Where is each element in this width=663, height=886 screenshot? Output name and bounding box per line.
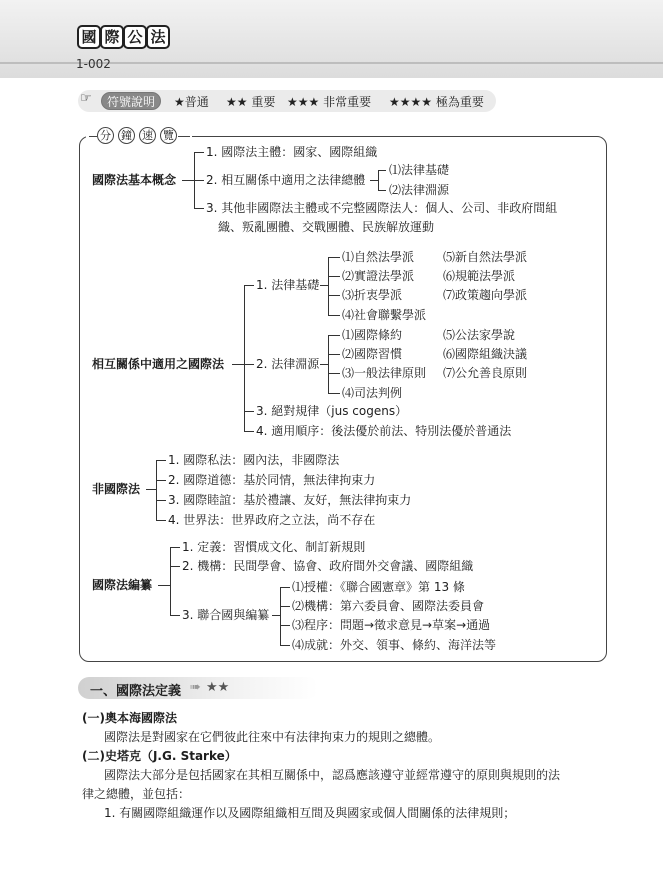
basis-school: ⑸新自然法學派 [443,250,528,264]
tree-connector [328,276,340,277]
definition-heading-1: (一)奧本海國際法 [82,711,177,725]
legend-label: 符號說明 [101,92,161,110]
legend-item-extremely-important: ★★★★ 極為重要 [389,95,484,109]
summary-title-char: 分 [97,127,114,144]
tree-connector [280,606,290,607]
tree-connector [170,547,180,548]
basis-school: ⑶折衷學派 [342,288,403,302]
basis-school: ⑴自然法學派 [342,250,415,264]
tree-connector [194,180,204,181]
source-item: ⑶一般法律原則 [342,366,427,380]
summary-title-char: 速 [139,127,156,144]
tree-connector [280,587,290,588]
definition-heading-2: (二)史塔克（J.G. Starke） [82,749,237,763]
tree-connector [328,393,340,394]
applied-item-3: 3. 絕對規律（jus cogens） [256,404,408,418]
book-title-char: 法 [146,25,170,49]
source-item: ⑺公允善良原則 [443,366,528,380]
book-title-char: 際 [100,25,124,49]
codify-item-2: 2. 機構：民間學會、協會、政府間外交會議、國際組織 [182,559,474,573]
summary-title-char: 鐘 [118,127,135,144]
codify-item-3: 3. 聯合國與編纂 [182,608,270,622]
title-dash [178,136,190,137]
applied-label: 相互關係中適用之國際法 [92,357,225,371]
source-item: ⑴國際條約 [342,328,403,342]
tree-connector [156,520,166,521]
tree-connector [194,152,204,153]
codify-un-item: ⑵機構：第六委員會、國際法委員會 [292,599,485,613]
tree-connector [244,285,254,286]
tree-connector [244,431,254,432]
tree-connector [280,587,281,645]
definition-text-1: 國際法是對國家在它們彼此往來中有法律拘束力的規則之總體。 [104,730,441,744]
summary-title-char: 覽 [160,127,177,144]
tree-connector [244,411,254,412]
tree-connector [370,180,378,181]
basis-school: ⑵實證法學派 [342,269,415,283]
concepts-item-1: 1. 國際法主體：國家、國際組織 [206,145,378,159]
codify-un-item: ⑶程序：問題→徵求意見→草案→通過 [292,618,491,632]
tree-connector [156,460,157,520]
legend-item-important: ★★ 重要 [226,95,276,109]
tree-connector [272,615,280,616]
applied-item-4: 4. 適用順序：後法優於前法、特別法優於普通法 [256,424,512,438]
tree-connector [156,480,166,481]
nonintl-label: 非國際法 [92,482,141,496]
definition-text-2-cont: 律之總體，並包括： [82,787,191,801]
basis-school: ⑷社會聯繫學派 [342,308,427,322]
tree-connector [378,170,386,171]
nonintl-item: 2. 國際道德：基於同情，無法律拘束力 [168,473,376,487]
legend-item-very-important: ★★★ 非常重要 [287,95,372,109]
tree-connector [156,460,166,461]
source-item: ⑵國際習慣 [342,347,403,361]
tree-connector [320,285,328,286]
tree-connector [328,257,340,258]
nonintl-item: 3. 國際睦誼：基於禮讓、友好，無法律拘束力 [168,493,412,507]
tree-connector [328,315,340,316]
concepts-item-2-sub-1: ⑴法律基礎 [389,163,450,177]
tree-connector [232,364,244,365]
concepts-item-2: 2. 相互關係中適用之法律總體 [206,173,366,187]
source-item: ⑹國際組織決議 [443,347,528,361]
tree-connector [244,364,254,365]
basis-school: ⑹規範法學派 [443,269,516,283]
pointing-hand-icon: ☞ [80,91,92,106]
tree-connector [280,645,290,646]
importance-stars: ★★ [206,680,230,695]
definition-list-item-1: 1. 有關國際組織運作以及國際組織相互間及與國家或個人間關係的法律規則； [104,806,516,820]
page-number: 1-002 [76,57,111,71]
tree-connector [320,364,328,365]
tree-connector [170,615,180,616]
legend-item-normal: ★普通 [174,95,209,109]
tree-connector [158,585,170,586]
tree-connector [182,180,194,181]
section-title: 一、國際法定義 [90,684,182,699]
tree-connector [194,208,204,209]
book-title-char: 國 [77,25,101,49]
tree-connector [328,354,340,355]
nonintl-item: 1. 國際私法：國內法，非國際法 [168,453,340,467]
tree-connector [170,566,180,567]
source-item: ⑸公法家學說 [443,328,516,342]
codify-un-item: ⑴授權：《聯合國憲章》第 13 條 [292,580,465,594]
nonintl-item: 4. 世界法：世界政府之立法，尚不存在 [168,513,376,527]
tree-connector [280,625,290,626]
tree-connector [378,170,379,190]
codify-item-1: 1. 定義：習慣成文化、制訂新規則 [182,540,366,554]
tree-connector [328,335,329,393]
book-title-char: 公 [123,25,147,49]
concepts-item-2-sub-2: ⑵法律淵源 [389,183,450,197]
tree-connector [146,489,156,490]
codify-un-item: ⑷成就：外交、領事、條約、海洋法等 [292,638,497,652]
basis-school: ⑺政策趨向學派 [443,288,528,302]
tree-connector [170,547,171,615]
applied-sources-label: 2. 法律淵源 [256,357,320,371]
concepts-item-3: 3. 其他非國際法主體或不完整國際法人：個人、公司、非政府間組 [206,201,558,215]
arrow-icon: ➠ [190,680,201,695]
title-dash [89,136,97,137]
tree-connector [328,257,329,315]
tree-connector [328,295,340,296]
tree-connector [328,335,340,336]
codify-label: 國際法編纂 [92,578,153,592]
source-item: ⑷司法判例 [342,386,403,400]
concepts-item-3-cont: 織、叛亂團體、交戰團體、民族解放運動 [218,220,435,234]
applied-basis-label: 1. 法律基礎 [256,278,320,292]
definition-text-2: 國際法大部分是包括國家在其相互關係中，認爲應該遵守並經常遵守的原則與規則的法 [104,768,561,782]
concepts-label: 國際法基本概念 [92,173,177,187]
tree-connector [378,190,386,191]
tree-connector [328,373,340,374]
tree-connector [244,285,245,431]
tree-connector [156,500,166,501]
